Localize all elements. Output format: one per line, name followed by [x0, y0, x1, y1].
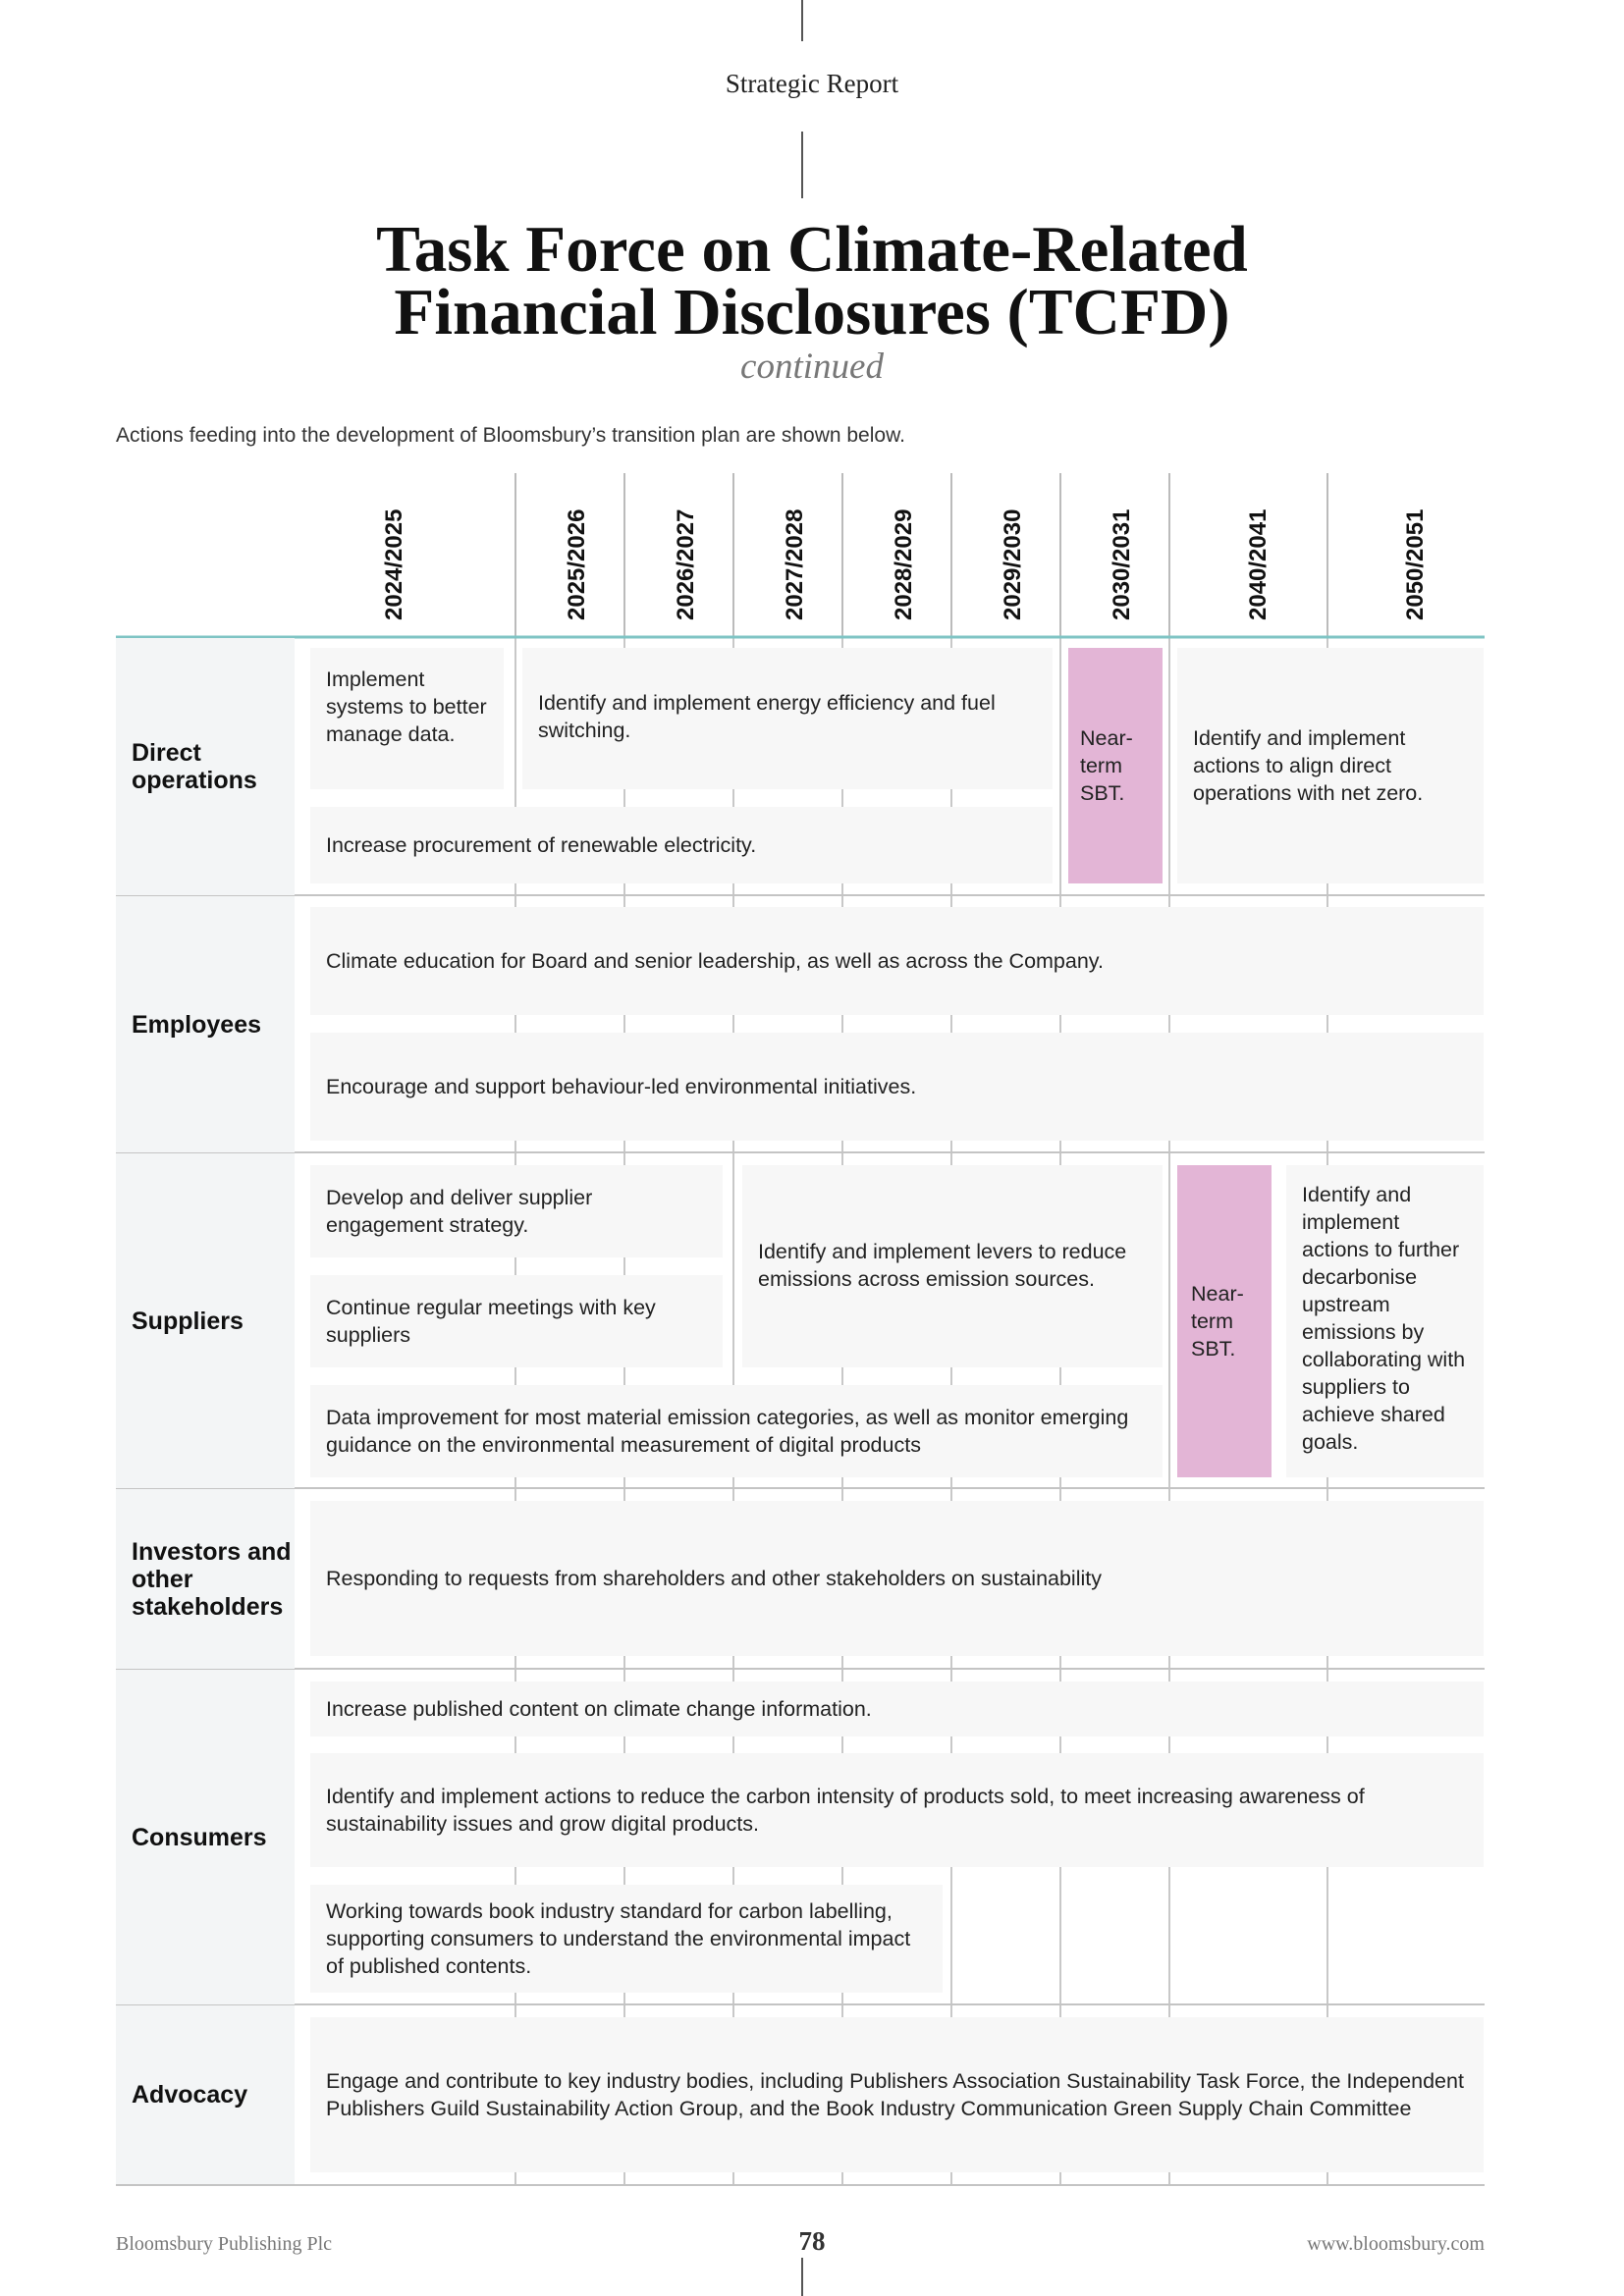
action-manage-data: Implement systems to better manage data.	[310, 648, 504, 789]
action-decarbonise-upstream: Identify and implement actions to further decarbonise upstream emissions by collaborating with suppliers to achieve shared goals.	[1286, 1165, 1484, 1477]
year-2050-2051: 2050/2051	[1402, 508, 1429, 620]
action-carbon-intensity: Identify and implement actions to reduce the carbon intensity of products sold, to meet increasing awareness of sustainability issues and grow digital products.	[310, 1753, 1484, 1867]
action-renewable-electricity: Increase procurement of renewable electricity.	[310, 807, 1053, 883]
title-line-1: Task Force on Climate-Related	[376, 213, 1248, 286]
action-data-improvement: Data improvement for most material emission categories, as well as monitor emerging guidance on the environmental measurement of digital products	[310, 1385, 1163, 1477]
action-energy-efficiency: Identify and implement energy efficiency and fuel switching.	[522, 648, 1053, 789]
row-label-employees: Employees	[116, 896, 295, 1152]
year-2040-2041: 2040/2041	[1245, 508, 1272, 620]
action-supplier-engagement: Develop and deliver supplier engagement strategy.	[310, 1165, 723, 1257]
year-2027-2028: 2027/2028	[782, 508, 808, 620]
action-climate-education: Climate education for Board and senior leadership, as well as across the Company.	[310, 907, 1484, 1015]
action-industry-bodies: Engage and contribute to key industry bodies, including Publishers Association Sustainability Task Force, the Independent Publishers Guild Sustainability Action Group, and the Book Industry Communication Green Supply Chain Committee	[310, 2017, 1484, 2172]
action-stakeholder-requests: Responding to requests from shareholders and other stakeholders on sustainability	[310, 1501, 1484, 1656]
bottom-divider	[801, 2258, 803, 2296]
year-2029-2030: 2029/2030	[1000, 508, 1026, 620]
row-label-investors: Investors and other stakeholders	[116, 1489, 295, 1669]
action-supplier-meetings: Continue regular meetings with key suppliers	[310, 1275, 723, 1367]
action-carbon-labelling: Working towards book industry standard for carbon labelling, supporting consumers to understand the environmental impact of published contents.	[310, 1885, 943, 1993]
intro-text: Actions feeding into the development of Bloomsbury’s transition plan are shown below.	[116, 424, 905, 447]
row-label-advocacy: Advocacy	[116, 2005, 295, 2184]
section-label: Strategic Report	[725, 69, 899, 98]
row-label-consumers: Consumers	[116, 1670, 295, 2004]
title-line-2: Financial Disclosures (TCFD)	[394, 276, 1230, 348]
year-2026-2027: 2026/2027	[673, 508, 699, 620]
action-near-term-sbt-suppliers: Near-term SBT.	[1177, 1165, 1272, 1477]
row-label-direct-operations: Direct operations	[116, 638, 295, 895]
page-subtitle: continued	[740, 347, 884, 387]
row-label-suppliers: Suppliers	[116, 1153, 295, 1488]
year-2028-2029: 2028/2029	[891, 508, 917, 620]
year-2025-2026: 2025/2026	[564, 508, 590, 620]
action-published-content: Increase published content on climate change information.	[310, 1682, 1484, 1736]
footer-company: Bloomsbury Publishing Plc	[116, 2233, 333, 2255]
action-net-zero: Identify and implement actions to align direct operations with net zero.	[1177, 648, 1484, 883]
year-2024-2025: 2024/2025	[381, 508, 407, 620]
action-near-term-sbt-direct: Near-term SBT.	[1068, 648, 1163, 883]
page-number: 78	[798, 2226, 826, 2256]
year-2030-2031: 2030/2031	[1109, 508, 1135, 620]
footer-website: www.bloomsbury.com	[1307, 2233, 1485, 2255]
action-emission-levers: Identify and implement levers to reduce emissions across emission sources.	[742, 1165, 1163, 1367]
action-behaviour-initiatives: Encourage and support behaviour-led environmental initiatives.	[310, 1033, 1484, 1141]
